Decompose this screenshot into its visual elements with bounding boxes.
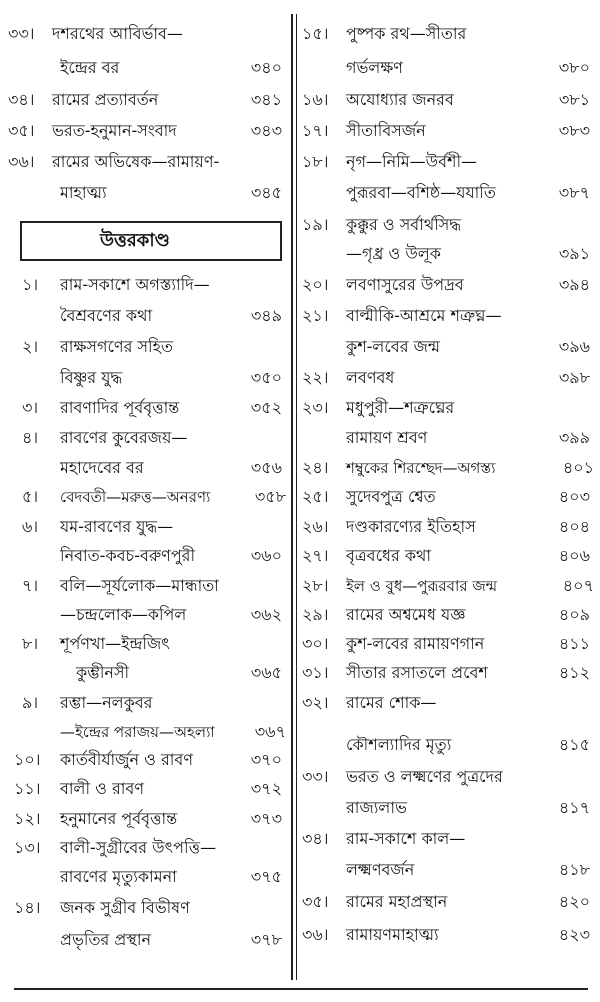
- toc-entry: [0, 484, 292, 510]
- toc-entry: [298, 573, 600, 599]
- entry-title-line2: কুশ-লবের জন্ম: [346, 337, 441, 356]
- entry-number: ১৯।: [302, 215, 329, 234]
- entry-title: যম-রাবণের যুদ্ধ—: [60, 517, 174, 536]
- toc-entry-continued: [298, 732, 600, 758]
- entry-title: বৃত্রবধের কথা: [346, 546, 432, 565]
- entry-number: ৩৪।: [8, 90, 35, 109]
- entry-page: ৪১৫: [558, 735, 590, 754]
- entry-number: ৩২।: [302, 693, 329, 712]
- entry-title-line2: —চন্দ্রলোক—কপিল: [60, 605, 187, 624]
- toc-entry-continued: [0, 180, 292, 206]
- entry-page: ৪০৬: [558, 546, 590, 565]
- entry-number: ১৫।: [302, 24, 329, 43]
- toc-entry-continued: [298, 180, 600, 206]
- toc-entry: [0, 776, 292, 802]
- entry-page: ৪০৩: [558, 487, 590, 506]
- entry-title: নৃগ—নিমি—উর্বশী—: [346, 152, 478, 171]
- toc-entry: [0, 806, 292, 832]
- entry-number: ৯।: [22, 693, 39, 712]
- toc-entry: [0, 425, 292, 451]
- entry-title: দণ্ডকারণ্যের ইতিহাস: [346, 517, 476, 536]
- entry-title: রাবণাদির পূর্ববৃত্তান্ত: [60, 398, 180, 417]
- toc-entry-continued: [0, 719, 292, 745]
- entry-page: ৩৬৭: [254, 722, 286, 741]
- entry-number: ১৪।: [14, 898, 41, 917]
- entry-number: ৭।: [22, 576, 39, 595]
- entry-title-line2: রামায়ণ শ্রবণ: [346, 428, 428, 447]
- entry-number: ৩৫।: [302, 892, 329, 911]
- entry-page: ৪০৪: [558, 517, 590, 536]
- entry-page: ৩৪১: [250, 90, 282, 109]
- entry-page: ৪২০: [558, 892, 590, 911]
- toc-entry-continued: [0, 864, 292, 890]
- entry-title: রামের মহাপ্রস্থান: [346, 892, 448, 911]
- entry-number: ১।: [22, 275, 39, 294]
- entry-title-line2: —ইন্দ্রের পরাজয়—অহল্যা: [60, 723, 215, 741]
- entry-title: রম্ভা—নলকুবর: [60, 693, 153, 712]
- entry-title: বেদবতী—মরুত্ত—অনরণ্য: [60, 488, 211, 506]
- entry-title: পুষ্পক রথ—সীতার: [346, 24, 467, 43]
- entry-page: ৩৮৭: [558, 183, 590, 202]
- entry-page: ৩৪৯: [250, 306, 282, 325]
- toc-entry: [0, 514, 292, 540]
- entry-page: ৩৯৮: [558, 368, 590, 387]
- toc-entry: [298, 889, 600, 915]
- toc-entry: [0, 895, 292, 921]
- toc-entry: [298, 690, 600, 716]
- toc-entry: [298, 395, 600, 421]
- entry-page: ৩৮৩: [558, 121, 590, 140]
- toc-entry-continued: [0, 927, 292, 953]
- entry-title: ইল ও বুধ—পুরূরবার জন্ম: [346, 577, 498, 595]
- entry-number: ৫।: [22, 487, 39, 506]
- entry-title: জনক সুগ্রীব বিভীষণ: [60, 898, 190, 917]
- toc-entry: [298, 764, 600, 790]
- entry-title: হনুমানের পূর্ববৃত্তান্ত: [60, 809, 178, 828]
- entry-title: কুক্কুর ও সর্বার্থসিদ্ধ: [346, 215, 462, 234]
- entry-number: ৩০।: [302, 634, 329, 653]
- entry-page: ৩৫৬: [250, 458, 282, 477]
- entry-page: ৩৯১: [558, 244, 590, 263]
- toc-entry: [298, 514, 600, 540]
- entry-page: ৩৪৩: [250, 121, 282, 140]
- entry-title-line2: কৌশল্যাদির মৃত্যু: [346, 735, 452, 754]
- entry-title: রাম-সকাশে অগস্ত্যাদি—: [60, 275, 210, 294]
- entry-number: ২।: [22, 337, 39, 356]
- entry-number: ৪।: [22, 428, 39, 447]
- entry-title: বলি—সূর্যলোক—মান্ধাতা: [60, 576, 219, 595]
- entry-page: ৪১২: [558, 663, 590, 682]
- entry-number: ৬।: [22, 517, 39, 536]
- entry-title-line2: গর্ভলক্ষণ: [346, 58, 403, 77]
- toc-entry: [298, 455, 600, 481]
- entry-number: ২৯।: [302, 605, 329, 624]
- entry-title: রামের প্রত্যাবর্তন: [52, 90, 159, 109]
- entry-title-line2: লক্ষ্মণবর্জন: [346, 860, 415, 879]
- entry-page: ৩৮১: [558, 90, 590, 109]
- toc-entry: [298, 922, 600, 948]
- toc-entry: [298, 660, 600, 686]
- toc-entry: [0, 573, 292, 599]
- entry-title: মধুপুরী—শত্রুঘ্নের: [346, 398, 455, 417]
- toc-entry: [0, 87, 292, 113]
- entry-page: ৩৬২: [250, 605, 282, 624]
- entry-title: কার্তবীর্যার্জুন ও রাবণ: [60, 750, 194, 769]
- entry-page: ৩৪০: [250, 58, 282, 77]
- entry-title-line2: মহাদেবের বর: [60, 458, 144, 477]
- entry-number: ২৮।: [302, 576, 329, 595]
- entry-title: বাল্মীকি-আশ্রমে শত্রুঘ্ন—: [346, 306, 502, 325]
- entry-title-line2: মাহাত্ম্য: [60, 183, 107, 202]
- toc-entry-continued: [0, 660, 292, 686]
- toc-entry: [0, 272, 292, 298]
- entry-title: সীতাবিসর্জন: [346, 121, 426, 140]
- entry-title-line2: প্রভৃতির প্রস্থান: [60, 930, 152, 949]
- entry-number: ৩৫।: [8, 121, 35, 140]
- entry-title: বালী-সুগ্রীবের উৎপত্তি—: [60, 838, 217, 857]
- entry-number: ২৪।: [302, 458, 329, 477]
- entry-number: ২২।: [302, 368, 329, 387]
- section-heading: উত্তরকাণ্ড: [100, 230, 170, 251]
- entry-title: ভরত ও লক্ষ্মণের পুত্রদের: [346, 767, 503, 786]
- toc-entry: [298, 212, 600, 238]
- toc-entry: [298, 484, 600, 510]
- toc-entry: [298, 272, 600, 298]
- entry-page: ৩৭০: [250, 750, 282, 769]
- entry-page: ৩৪৫: [250, 183, 282, 202]
- toc-entry-continued: [0, 602, 292, 628]
- column-divider: [291, 14, 293, 980]
- entry-title: ভরত-হনুমান-সংবাদ: [52, 121, 177, 140]
- entry-page: ৩৯৯: [558, 428, 590, 447]
- toc-entry: [298, 303, 600, 329]
- entry-title: রামায়ণমাহাত্ম্য: [346, 925, 439, 944]
- toc-entry-continued: [298, 795, 600, 821]
- entry-title: রাবণের কুবেরজয়—: [60, 428, 188, 447]
- entry-title: রামের অভিষেক—রামায়ণ-: [52, 152, 220, 171]
- entry-number: ২১।: [302, 306, 329, 325]
- entry-number: ১৭।: [302, 121, 329, 140]
- entry-page: ৩৫৮: [254, 487, 286, 506]
- entry-page: ৪০৭: [562, 576, 594, 595]
- toc-entry: [0, 747, 292, 773]
- entry-number: ১৮।: [302, 152, 329, 171]
- toc-entry: [0, 334, 292, 360]
- entry-number: ১১।: [14, 779, 41, 798]
- entry-page: ৩৯৪: [558, 275, 590, 294]
- entry-page: ৩৭৫: [250, 867, 282, 886]
- toc-entry-continued: [0, 543, 292, 569]
- entry-number: ৩৪।: [302, 829, 329, 848]
- toc-entry-continued: [0, 455, 292, 481]
- entry-title-line2: বিষ্ণুর যুদ্ধ: [60, 368, 123, 387]
- toc-entry-continued: [298, 55, 600, 81]
- entry-number: ১৬।: [302, 90, 329, 109]
- entry-number: ১৩।: [14, 838, 41, 857]
- toc-entry: [298, 149, 600, 175]
- entry-title: সীতার রসাতলে প্রবেশ: [346, 663, 488, 682]
- toc-entry: [0, 835, 292, 861]
- toc-entry-continued: [298, 334, 600, 360]
- entry-page: ৩৭২: [250, 779, 282, 798]
- entry-page: ৩৯৬: [558, 337, 590, 356]
- entry-title: শম্বুকের শিরশ্ছেদ—অগস্ত্য: [346, 459, 496, 477]
- entry-title: দশরথের আবির্ভাব—: [52, 24, 183, 43]
- entry-title-line2: ইন্দ্রের বর: [60, 58, 120, 77]
- toc-entry: [0, 395, 292, 421]
- entry-page: ৪০৯: [558, 605, 590, 624]
- toc-entry: [0, 631, 292, 657]
- entry-number: ২৩।: [302, 398, 329, 417]
- entry-page: ৪১৮: [558, 860, 590, 879]
- entry-title-line2: পুরূরবা—বশিষ্ঠ—যযাতি: [346, 183, 496, 202]
- entry-page: ৩৬৫: [250, 663, 282, 682]
- toc-entry: [298, 21, 600, 47]
- entry-title: রাক্ষসগণের সহিত: [60, 337, 174, 356]
- entry-title: বালী ও রাবণ: [60, 779, 145, 798]
- column-divider-inner: [296, 14, 297, 980]
- toc-entry: [298, 631, 600, 657]
- entry-page: ৩৫২: [250, 398, 282, 417]
- entry-title-line2: নিবাত-কবচ-বরুণপুরী: [60, 546, 196, 565]
- toc-entry-continued: [0, 303, 292, 329]
- toc-entry: [298, 826, 600, 852]
- entry-title: রামের অশ্বমেধ যজ্ঞ: [346, 605, 466, 624]
- toc-entry-continued: [298, 241, 600, 267]
- entry-number: ৩৩।: [8, 24, 35, 43]
- entry-number: ২৬।: [302, 517, 329, 536]
- entry-page: ৪২৩: [558, 925, 590, 944]
- entry-title: রাম-সকাশে কাল—: [346, 829, 466, 848]
- toc-entry: [0, 149, 292, 175]
- entry-number: ২৭।: [302, 546, 329, 565]
- entry-title: কুশ-লবের রামায়ণগান: [346, 634, 485, 653]
- entry-number: ১০।: [14, 750, 41, 769]
- toc-entry: [0, 21, 292, 47]
- entry-page: ৪১৭: [558, 798, 590, 817]
- entry-number: ৩৩।: [302, 767, 329, 786]
- entry-number: ৩।: [22, 398, 39, 417]
- entry-title: অযোধ্যার জনরব: [346, 90, 454, 109]
- entry-page: ৪০১: [562, 458, 594, 477]
- entry-page: ৩৮০: [558, 58, 590, 77]
- entry-title: রামের শোক—: [346, 693, 437, 712]
- toc-entry-continued: [0, 365, 292, 391]
- toc-entry: [0, 118, 292, 144]
- entry-number: ৩৬।: [302, 925, 329, 944]
- entry-title-line2: —গৃধ্র ও উলূক: [346, 244, 441, 263]
- entry-title: শূর্পণখা—ইন্দ্রজিৎ: [60, 634, 170, 653]
- entry-number: ৩৬।: [8, 152, 35, 171]
- toc-entry: [298, 365, 600, 391]
- entry-title: সুদেবপুত্র শ্বেত: [346, 487, 436, 506]
- toc-entry: [298, 602, 600, 628]
- entry-title: লবণবধ: [346, 368, 395, 387]
- entry-page: ৩৭৩: [250, 809, 282, 828]
- entry-number: ২৫।: [302, 487, 329, 506]
- entry-number: ১২।: [14, 809, 41, 828]
- entry-title-line2: রাজ্যলাভ: [346, 798, 407, 817]
- entry-page: ৩৭৮: [250, 930, 282, 949]
- entry-page: ৩৬০: [250, 546, 282, 565]
- toc-entry: [298, 118, 600, 144]
- entry-number: ৩১।: [302, 663, 329, 682]
- toc-entry: [0, 690, 292, 716]
- entry-page: ৪১১: [558, 634, 590, 653]
- section-heading-box: [20, 221, 282, 261]
- toc-entry: [298, 87, 600, 113]
- entry-page: ৩৫০: [250, 368, 282, 387]
- toc-entry: [298, 543, 600, 569]
- entry-title-line2: কুম্ভীনসী: [76, 663, 130, 682]
- toc-entry-continued: [298, 425, 600, 451]
- entry-title-line2: রাবণের মৃত্যুকামনা: [60, 867, 177, 886]
- toc-entry-continued: [298, 857, 600, 883]
- entry-title-line2: বৈশ্রবণের কথা: [60, 306, 153, 325]
- entry-number: ৮।: [22, 634, 39, 653]
- toc-entry-continued: [0, 55, 292, 81]
- entry-title: লবণাসুরের উপদ্রব: [346, 275, 464, 294]
- entry-number: ২০।: [302, 275, 329, 294]
- bottom-rule: [14, 988, 588, 990]
